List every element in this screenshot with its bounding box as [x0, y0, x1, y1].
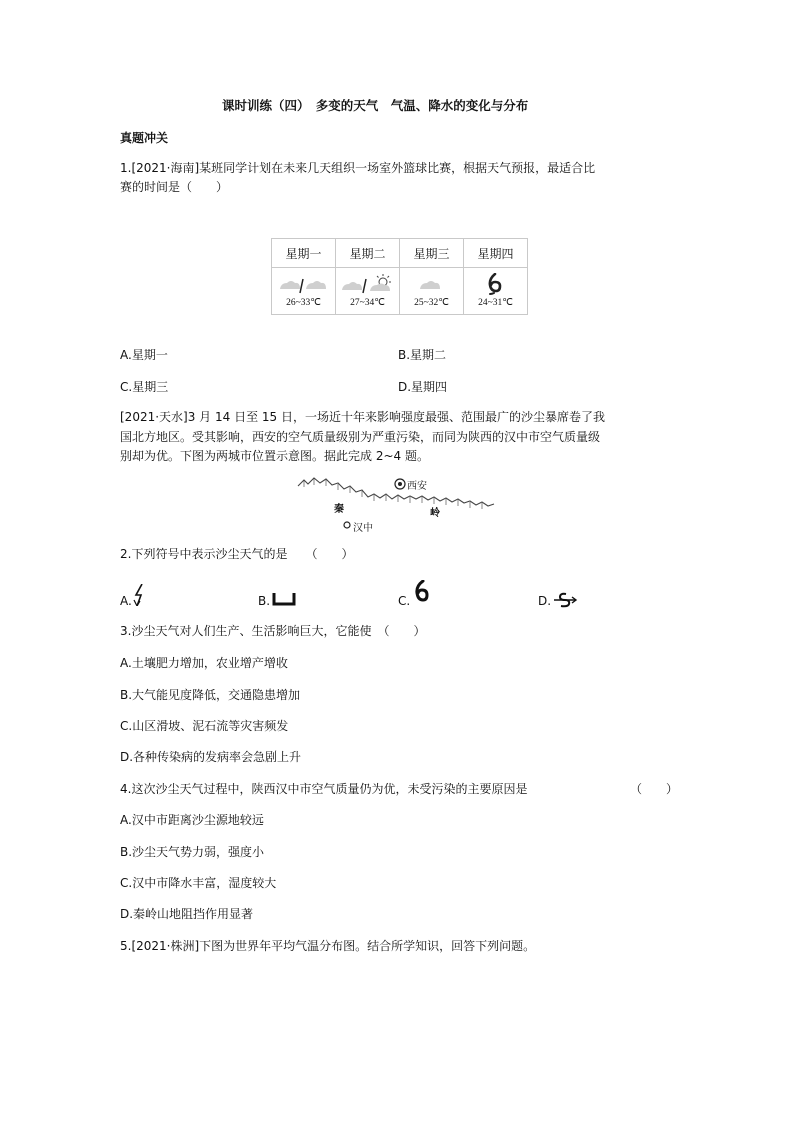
cloudy-to-partly-sunny-icon	[336, 273, 396, 295]
cloudy-icon	[272, 273, 332, 295]
q4-option-c: C.汉中市降水丰富，湿度较大	[120, 876, 277, 890]
weather-forecast-table	[271, 238, 528, 315]
q3-option-c: C.山区滑坡、泥石流等灾害频发	[120, 719, 289, 733]
location-map	[296, 472, 496, 536]
cloudy-icon	[400, 273, 460, 295]
q2-option-d: D.	[538, 594, 552, 608]
day-header: 星期二	[336, 239, 400, 268]
temperature-range: 24~31℃	[478, 298, 513, 308]
qin-label: 秦	[334, 504, 344, 515]
typhoon-icon	[412, 580, 430, 604]
day-header: 星期一	[272, 239, 336, 268]
q4-option-a: A.汉中市距离沙尘源地较远	[120, 813, 264, 827]
temperature-range: 25~32℃	[414, 298, 449, 308]
xian-label: 西安	[407, 481, 427, 492]
q4-option-b: B.沙尘天气势力弱，强度小	[120, 845, 265, 859]
temperature-range: 26~33℃	[286, 298, 321, 308]
frost-symbol-icon	[272, 592, 296, 606]
q2-option-c: C.	[398, 594, 411, 608]
day-header: 星期四	[464, 239, 528, 268]
lightning-icon	[133, 584, 147, 606]
ling-label: 岭	[430, 508, 440, 519]
q1-option-d: D.星期四	[398, 380, 448, 394]
forecast-cell	[272, 268, 336, 315]
q4-answer-paren: （ ）	[630, 782, 679, 796]
q5-stem: 5.[2021·株洲]下图为世界年平均气温分布图。结合所学知识，回答下列问题。	[120, 939, 536, 953]
q1-stem-line1: 1.[2021·海南]某班同学计划在未来几天组织一场室外篮球比赛，根据天气预报，最适合比	[120, 161, 596, 175]
q1-option-b: B.星期二	[398, 348, 447, 362]
temperature-range: 27~34℃	[350, 298, 385, 308]
hanzhong-marker	[344, 522, 350, 528]
q1-option-c: C.星期三	[120, 380, 169, 394]
passage-line2: 国北方地区。受其影响，西安的空气质量级别为严重污染，而同为陕西的汉中市空气质量级	[120, 430, 601, 444]
day-header: 星期三	[400, 239, 464, 268]
forecast-cell	[400, 268, 464, 315]
section-heading: 真题冲关	[120, 131, 169, 145]
q4-option-d: D.秦岭山地阻挡作用显著	[120, 907, 254, 921]
q1-option-a: A.星期一	[120, 348, 168, 362]
q3-option-d: D.各种传染病的发病率会急剧上升	[120, 750, 302, 764]
sandstorm-symbol-icon	[552, 592, 578, 608]
hanzhong-label: 汉中	[353, 523, 373, 534]
passage-line3: 别却为优。下图为两城市位置示意图。据此完成 2~4 题。	[120, 449, 429, 463]
q4-stem: 4.这次沙尘天气过程中，陕西汉中市空气质量仍为优，未受污染的主要原因是	[120, 782, 528, 796]
q2-option-b: B.	[258, 594, 271, 608]
q1-stem-line2: 赛的时间是（ ）	[120, 180, 229, 194]
q2-option-a: A.	[120, 594, 132, 608]
page-title: 课时训练（四） 多变的天气 气温、降水的变化与分布	[222, 98, 529, 113]
q2-stem: 2.下列符号中表示沙尘天气的是 （ ）	[120, 547, 354, 561]
q3-stem: 3.沙尘天气对人们生产、生活影响巨大，它能使 （ ）	[120, 624, 426, 638]
q3-option-a: A.土壤肥力增加，农业增产增收	[120, 656, 288, 670]
forecast-cell	[464, 268, 528, 315]
q3-option-b: B.大气能见度降低，交通隐患增加	[120, 688, 301, 702]
typhoon-icon	[464, 273, 524, 295]
qinling-mountain-range	[296, 472, 496, 536]
forecast-cell	[336, 268, 400, 315]
passage-line1: [2021·天水]3 月 14 日至 15 日，一场近十年来影响强度最强、范围最广的沙尘暴席卷了我	[120, 410, 605, 424]
